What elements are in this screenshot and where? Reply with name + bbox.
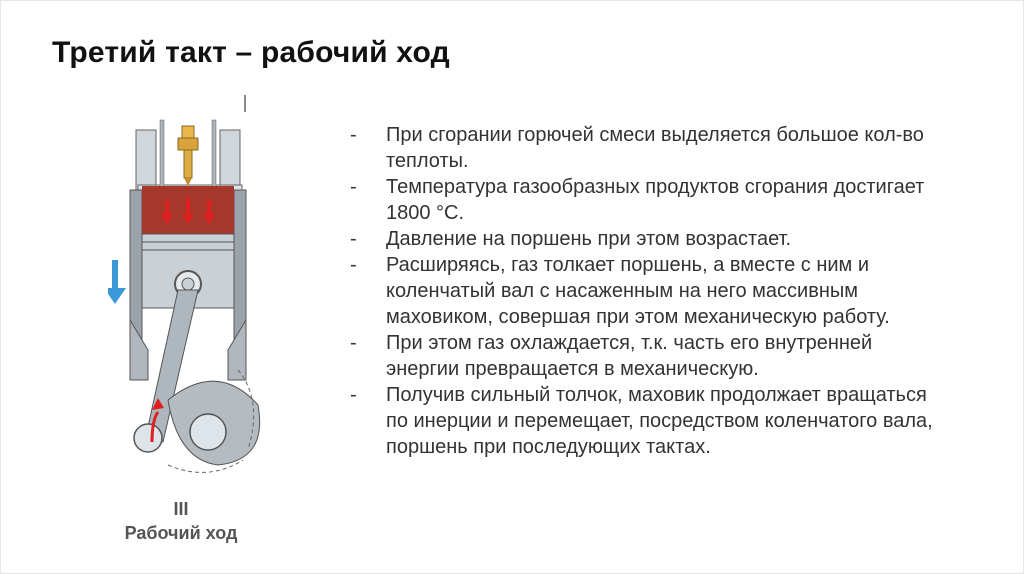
slide-title: Третий такт – рабочий ход: [52, 36, 450, 69]
figure-caption: [96, 497, 266, 545]
bullet-text: При этом газ охлаждается, т.к. часть его внутренней энергии превращается в механическую.: [386, 332, 873, 380]
list-item: - Давление на поршень при этом возрастает.: [350, 228, 792, 250]
engine-illustration: [108, 90, 268, 500]
list-item: - При сгорании горючей смеси выделяется большое кол-во теплоты.: [350, 124, 924, 172]
spark-plug-icon: [178, 126, 198, 186]
bullet-text: Температура газообразных продуктов сгорания достигает 1800 °С.: [386, 176, 925, 224]
bullet-text: Расширяясь, газ толкает поршень, а вместе с ним и коленчатый вал с насаженным на него массивным маховиком, совершая при этом механическую работу.: [386, 254, 890, 328]
list-item: - Расширяясь, газ толкает поршень, а вместе с ним и коленчатый вал с насаженным на него массивным маховиком, совершая при этом механическую работу.: [350, 254, 890, 328]
bullet-text: Получив сильный толчок, маховик продолжает вращаться по инерции и перемещает, посредством коленчатого вала, поршень при последующих тактах.: [386, 384, 933, 458]
list-item: - Получив сильный толчок, маховик продолжает вращаться по инерции и перемещает, посредством коленчатого вала, поршень при последующих тактах.: [350, 384, 933, 458]
bullet-text: При сгорании горючей смеси выделяется большое кол-во теплоты.: [386, 124, 924, 172]
bullet-list: [350, 122, 950, 460]
caption-numeral: III: [173, 499, 189, 519]
list-item: - При этом газ охлаждается, т.к. часть его внутренней энергии превращается в механическую.: [350, 332, 873, 380]
bullet-text: Давление на поршень при этом возрастает.: [386, 228, 792, 250]
down-arrow-icon: [108, 260, 126, 304]
list-item: - Температура газообразных продуктов сгорания достигает 1800 °С.: [350, 176, 925, 224]
caption-label: Рабочий ход: [124, 523, 238, 543]
